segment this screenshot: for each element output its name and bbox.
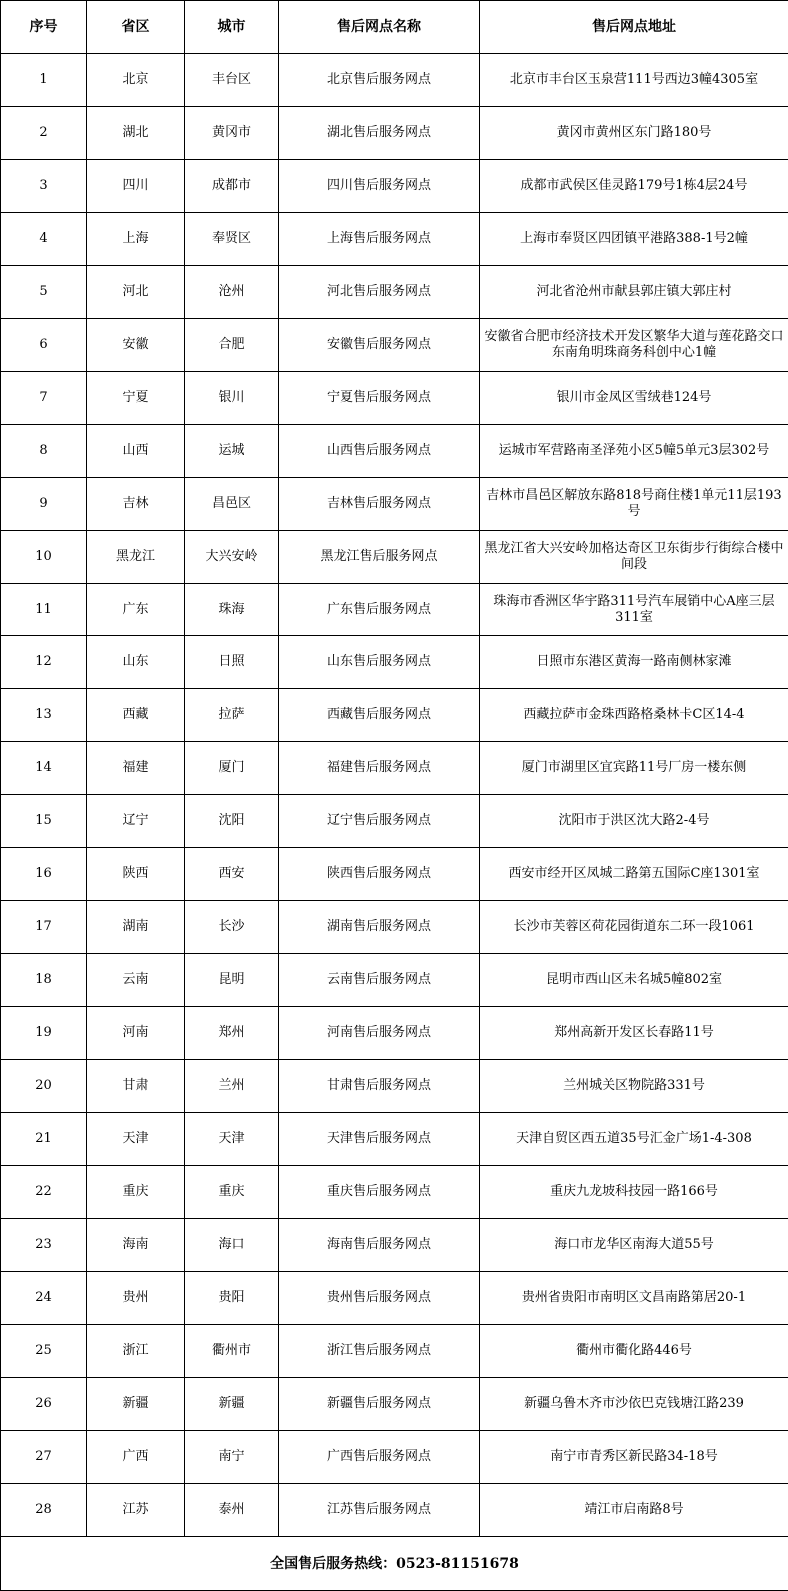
hotline-text: 全国售后服务热线：0523-81151678 [1, 1537, 788, 1591]
row-outlet-name: 天津售后服务网点 [279, 1113, 480, 1166]
row-index: 18 [1, 954, 87, 1007]
row-outlet-name: 湖南售后服务网点 [279, 901, 480, 954]
row-outlet-name: 吉林售后服务网点 [279, 477, 480, 530]
row-city: 南宁 [185, 1430, 279, 1483]
row-outlet-name: 湖北售后服务网点 [279, 106, 480, 159]
table-row [1, 265, 788, 318]
row-city: 昌邑区 [185, 477, 279, 530]
row-province: 甘肃 [87, 1060, 185, 1113]
table-row [1, 1113, 788, 1166]
table-row [1, 1430, 788, 1483]
table-row [1, 1007, 788, 1060]
row-index: 16 [1, 848, 87, 901]
row-city: 新疆 [185, 1377, 279, 1430]
row-outlet-name: 浙江售后服务网点 [279, 1324, 480, 1377]
row-city: 厦门 [185, 742, 279, 795]
row-province: 北京 [87, 54, 185, 107]
table-row [1, 530, 788, 583]
row-province: 山东 [87, 636, 185, 689]
table-body [1, 54, 788, 1537]
row-city: 西安 [185, 848, 279, 901]
row-province: 黑龙江 [87, 530, 185, 583]
row-index: 15 [1, 795, 87, 848]
row-province: 广西 [87, 1430, 185, 1483]
table-row [1, 901, 788, 954]
row-index: 2 [1, 106, 87, 159]
row-outlet-name: 海南售后服务网点 [279, 1218, 480, 1271]
row-index: 13 [1, 689, 87, 742]
row-outlet-address: 黑龙江省大兴安岭加格达奇区卫东街步行街综合楼中间段 [480, 530, 788, 583]
row-province: 辽宁 [87, 795, 185, 848]
table-row [1, 795, 788, 848]
row-outlet-name: 宁夏售后服务网点 [279, 371, 480, 424]
row-province: 河南 [87, 1007, 185, 1060]
row-outlet-address: 衢州市衢化路446号 [480, 1324, 788, 1377]
header-province: 省区 [87, 1, 185, 54]
row-outlet-name: 西藏售后服务网点 [279, 689, 480, 742]
row-outlet-address: 郑州高新开发区长春路11号 [480, 1007, 788, 1060]
row-city: 运城 [185, 424, 279, 477]
row-outlet-name: 甘肃售后服务网点 [279, 1060, 480, 1113]
row-outlet-name: 陕西售后服务网点 [279, 848, 480, 901]
row-outlet-address: 兰州城关区物院路331号 [480, 1060, 788, 1113]
row-province: 重庆 [87, 1166, 185, 1219]
row-index: 26 [1, 1377, 87, 1430]
row-city: 合肥 [185, 318, 279, 371]
row-index: 11 [1, 583, 87, 636]
row-city: 银川 [185, 371, 279, 424]
table-row [1, 371, 788, 424]
row-index: 6 [1, 318, 87, 371]
row-province: 广东 [87, 583, 185, 636]
row-outlet-name: 广西售后服务网点 [279, 1430, 480, 1483]
row-index: 3 [1, 159, 87, 212]
row-outlet-name: 贵州售后服务网点 [279, 1271, 480, 1324]
table-row [1, 583, 788, 636]
row-province: 湖南 [87, 901, 185, 954]
header-index: 序号 [1, 1, 87, 54]
row-province: 上海 [87, 212, 185, 265]
row-outlet-name: 上海售后服务网点 [279, 212, 480, 265]
row-outlet-name: 辽宁售后服务网点 [279, 795, 480, 848]
row-outlet-address: 新疆乌鲁木齐市沙依巴克钱塘江路239 [480, 1377, 788, 1430]
row-city: 重庆 [185, 1166, 279, 1219]
row-province: 福建 [87, 742, 185, 795]
row-province: 湖北 [87, 106, 185, 159]
row-province: 四川 [87, 159, 185, 212]
row-outlet-name: 重庆售后服务网点 [279, 1166, 480, 1219]
row-city: 沧州 [185, 265, 279, 318]
table-row [1, 1324, 788, 1377]
row-city: 大兴安岭 [185, 530, 279, 583]
row-index: 25 [1, 1324, 87, 1377]
row-index: 20 [1, 1060, 87, 1113]
table-row [1, 477, 788, 530]
row-outlet-address: 运城市军营路南圣泽苑小区5幢5单元3层302号 [480, 424, 788, 477]
row-outlet-address: 黄冈市黄州区东门路180号 [480, 106, 788, 159]
row-index: 12 [1, 636, 87, 689]
row-province: 江苏 [87, 1483, 185, 1536]
row-index: 1 [1, 54, 87, 107]
table-row [1, 1060, 788, 1113]
row-outlet-address: 北京市丰台区玉泉营111号西边3幢4305室 [480, 54, 788, 107]
row-outlet-address: 长沙市芙蓉区荷花园街道东二环一段1061 [480, 901, 788, 954]
row-outlet-address: 成都市武侯区佳灵路179号1栋4层24号 [480, 159, 788, 212]
table-row [1, 318, 788, 371]
table-row [1, 159, 788, 212]
table-row [1, 742, 788, 795]
row-index: 24 [1, 1271, 87, 1324]
row-city: 兰州 [185, 1060, 279, 1113]
row-province: 贵州 [87, 1271, 185, 1324]
row-city: 黄冈市 [185, 106, 279, 159]
row-outlet-address: 珠海市香洲区华宇路311号汽车展销中心A座三层311室 [480, 583, 788, 636]
table-row [1, 54, 788, 107]
row-city: 沈阳 [185, 795, 279, 848]
row-city: 海口 [185, 1218, 279, 1271]
row-outlet-address: 西安市经开区凤城二路第五国际C座1301室 [480, 848, 788, 901]
row-outlet-address: 贵州省贵阳市南明区文昌南路第居20-1 [480, 1271, 788, 1324]
row-outlet-address: 吉林市昌邑区解放东路818号商住楼1单元11层193号 [480, 477, 788, 530]
header-city: 城市 [185, 1, 279, 54]
row-outlet-name: 山东售后服务网点 [279, 636, 480, 689]
header-outlet-address: 售后网点地址 [480, 1, 788, 54]
row-index: 27 [1, 1430, 87, 1483]
table-row [1, 954, 788, 1007]
row-province: 山西 [87, 424, 185, 477]
table-row [1, 1483, 788, 1536]
row-index: 28 [1, 1483, 87, 1536]
row-province: 浙江 [87, 1324, 185, 1377]
row-index: 10 [1, 530, 87, 583]
row-outlet-name: 山西售后服务网点 [279, 424, 480, 477]
row-index: 9 [1, 477, 87, 530]
row-outlet-name: 河北售后服务网点 [279, 265, 480, 318]
row-outlet-name: 新疆售后服务网点 [279, 1377, 480, 1430]
row-province: 吉林 [87, 477, 185, 530]
row-province: 西藏 [87, 689, 185, 742]
row-city: 珠海 [185, 583, 279, 636]
row-outlet-name: 江苏售后服务网点 [279, 1483, 480, 1536]
row-city: 贵阳 [185, 1271, 279, 1324]
row-city: 衢州市 [185, 1324, 279, 1377]
row-outlet-name: 黑龙江售后服务网点 [279, 530, 480, 583]
row-outlet-name: 广东售后服务网点 [279, 583, 480, 636]
table-row [1, 424, 788, 477]
row-index: 19 [1, 1007, 87, 1060]
header-row [1, 1, 788, 54]
row-outlet-address: 西藏拉萨市金珠西路格桑林卡C区14-4 [480, 689, 788, 742]
row-outlet-name: 福建售后服务网点 [279, 742, 480, 795]
table-row [1, 1166, 788, 1219]
row-outlet-address: 海口市龙华区南海大道55号 [480, 1218, 788, 1271]
table-row [1, 636, 788, 689]
row-outlet-address: 昆明市西山区未名城5幢802室 [480, 954, 788, 1007]
table-row [1, 1271, 788, 1324]
row-index: 5 [1, 265, 87, 318]
row-outlet-address: 靖江市启南路8号 [480, 1483, 788, 1536]
row-province: 天津 [87, 1113, 185, 1166]
row-outlet-name: 北京售后服务网点 [279, 54, 480, 107]
table-row [1, 1218, 788, 1271]
row-index: 22 [1, 1166, 87, 1219]
row-outlet-address: 厦门市湖里区宜宾路11号厂房一楼东侧 [480, 742, 788, 795]
row-outlet-name: 云南售后服务网点 [279, 954, 480, 1007]
row-outlet-name: 四川售后服务网点 [279, 159, 480, 212]
row-province: 河北 [87, 265, 185, 318]
row-city: 日照 [185, 636, 279, 689]
row-province: 宁夏 [87, 371, 185, 424]
table-row [1, 689, 788, 742]
row-outlet-address: 河北省沧州市献县郭庄镇大郭庄村 [480, 265, 788, 318]
table-row [1, 1377, 788, 1430]
row-province: 云南 [87, 954, 185, 1007]
row-province: 新疆 [87, 1377, 185, 1430]
row-index: 14 [1, 742, 87, 795]
row-index: 7 [1, 371, 87, 424]
row-outlet-address: 安徽省合肥市经济技术开发区繁华大道与莲花路交口东南角明珠商务科创中心1幢 [480, 318, 788, 371]
row-index: 4 [1, 212, 87, 265]
row-index: 23 [1, 1218, 87, 1271]
row-outlet-address: 银川市金凤区雪绒巷124号 [480, 371, 788, 424]
row-outlet-name: 河南售后服务网点 [279, 1007, 480, 1060]
row-province: 海南 [87, 1218, 185, 1271]
row-outlet-address: 重庆九龙坡科技园一路166号 [480, 1166, 788, 1219]
footer-row [1, 1537, 788, 1591]
row-city: 丰台区 [185, 54, 279, 107]
row-outlet-address: 日照市东港区黄海一路南侧林家滩 [480, 636, 788, 689]
row-outlet-address: 天津自贸区西五道35号汇金广场1-4-308 [480, 1113, 788, 1166]
header-outlet-name: 售后网点名称 [279, 1, 480, 54]
row-index: 17 [1, 901, 87, 954]
row-outlet-address: 上海市奉贤区四团镇平港路388-1号2幢 [480, 212, 788, 265]
row-city: 成都市 [185, 159, 279, 212]
row-index: 21 [1, 1113, 87, 1166]
row-city: 昆明 [185, 954, 279, 1007]
row-index: 8 [1, 424, 87, 477]
row-outlet-address: 沈阳市于洪区沈大路2-4号 [480, 795, 788, 848]
table-row [1, 212, 788, 265]
row-city: 郑州 [185, 1007, 279, 1060]
row-outlet-address: 南宁市青秀区新民路34-18号 [480, 1430, 788, 1483]
table-row [1, 848, 788, 901]
row-outlet-name: 安徽售后服务网点 [279, 318, 480, 371]
row-province: 安徽 [87, 318, 185, 371]
row-city: 泰州 [185, 1483, 279, 1536]
row-province: 陕西 [87, 848, 185, 901]
row-city: 天津 [185, 1113, 279, 1166]
row-city: 拉萨 [185, 689, 279, 742]
row-city: 奉贤区 [185, 212, 279, 265]
table-row [1, 106, 788, 159]
row-city: 长沙 [185, 901, 279, 954]
